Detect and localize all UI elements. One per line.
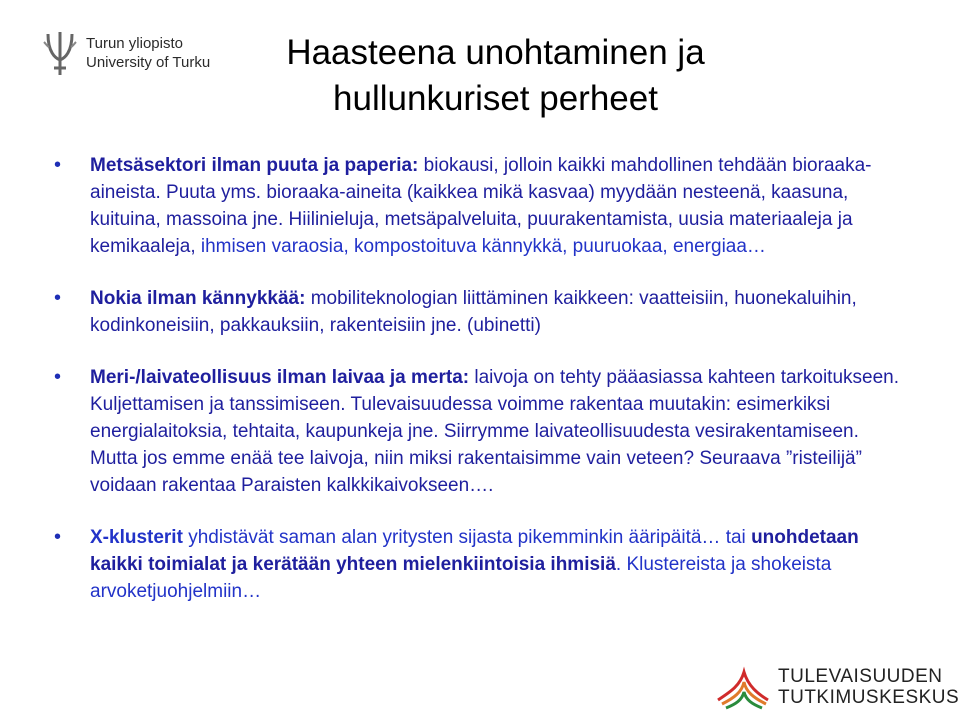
bullet-lead: Meri-/laivateollisuus ilman laivaa ja merta: xyxy=(90,367,470,388)
bullet-list xyxy=(58,152,908,605)
university-name xyxy=(86,34,210,72)
bullet-text-end: . Klustereista ja shokeista arvoketjuohjelmiin… xyxy=(90,554,832,602)
bullet-highlight: ihmisen varaosia, kompostoituva kännykkä, puuruokaa, energiaa… xyxy=(200,236,766,257)
university-name-en: University of Turku xyxy=(86,54,211,71)
bullet-text: biokausi, jolloin kaikki mahdollinen tehdään bioraaka-aineista. Puuta yms. bioraaka-aineita (kaikkea mikä kasvaa) myydään nesteenä, kaasuna, kuituina, massoina jne. Hiilinieluja, metsäpalveluita, puurakentamista, uusia materiaaleja ja kemikaaleja, xyxy=(90,155,872,257)
wave-logo-icon xyxy=(714,664,772,710)
bullet-text: mobiliteknologian liittäminen kaikkeen: vaatteisiin, huonekaluihin, kodinkoneisiin, pakkauksiin, rakenteisiin jne. (ubinetti) xyxy=(90,288,857,336)
bullet-bold-text: unohdetaan kaikki toimialat ja kerätään yhteen mielenkiintoisia ihmisiä xyxy=(90,527,859,575)
bullet-x-clusters xyxy=(58,524,908,605)
bullet-lead: X-klusterit xyxy=(90,527,183,548)
centre-name-line-1: TULEVAISUUDEN xyxy=(778,666,943,687)
bullet-lead: Metsäsektori ilman puuta ja paperia: xyxy=(90,155,419,176)
bullet-text: yhdistävät saman alan yritysten sijasta pikemminkin ääripäitä… tai xyxy=(182,527,752,548)
bullet-forest-sector xyxy=(58,152,908,260)
bullet-lead: Nokia ilman kännykkää: xyxy=(90,288,306,309)
bullet-nokia xyxy=(58,285,908,339)
bullet-text: laivoja on tehty pääasiassa kahteen tarkoitukseen. Kuljettamisen ja tanssimiseen. Tulevaisuudessa voimme rakentaa muutakin: esimerkiksi energialaitoksia, tehtaita, kaupunkeja jne. Siirrymme laivateollisuudesta vesirakentamiseen. Mutta jos emme enää tee laivoja, niin miksi rakentaisimme vain veteen? Seuraava ”risteilijä” voidaan rakentaa Paraisten kalkkikaivokseen…. xyxy=(90,367,899,496)
university-logo xyxy=(42,28,210,78)
trident-crest-icon xyxy=(42,28,78,78)
slide-title xyxy=(248,30,743,122)
centre-name xyxy=(778,666,959,708)
slide-title-line-1: Haasteena unohtaminen ja xyxy=(286,33,705,72)
futures-research-centre-logo xyxy=(714,664,959,710)
university-name-fi: Turun yliopisto xyxy=(86,35,183,52)
slide-title-line-2: hullunkuriset perheet xyxy=(333,79,658,118)
bullet-marine-industry xyxy=(58,364,908,499)
centre-name-line-2: TUTKIMUSKESKUS xyxy=(778,687,960,708)
